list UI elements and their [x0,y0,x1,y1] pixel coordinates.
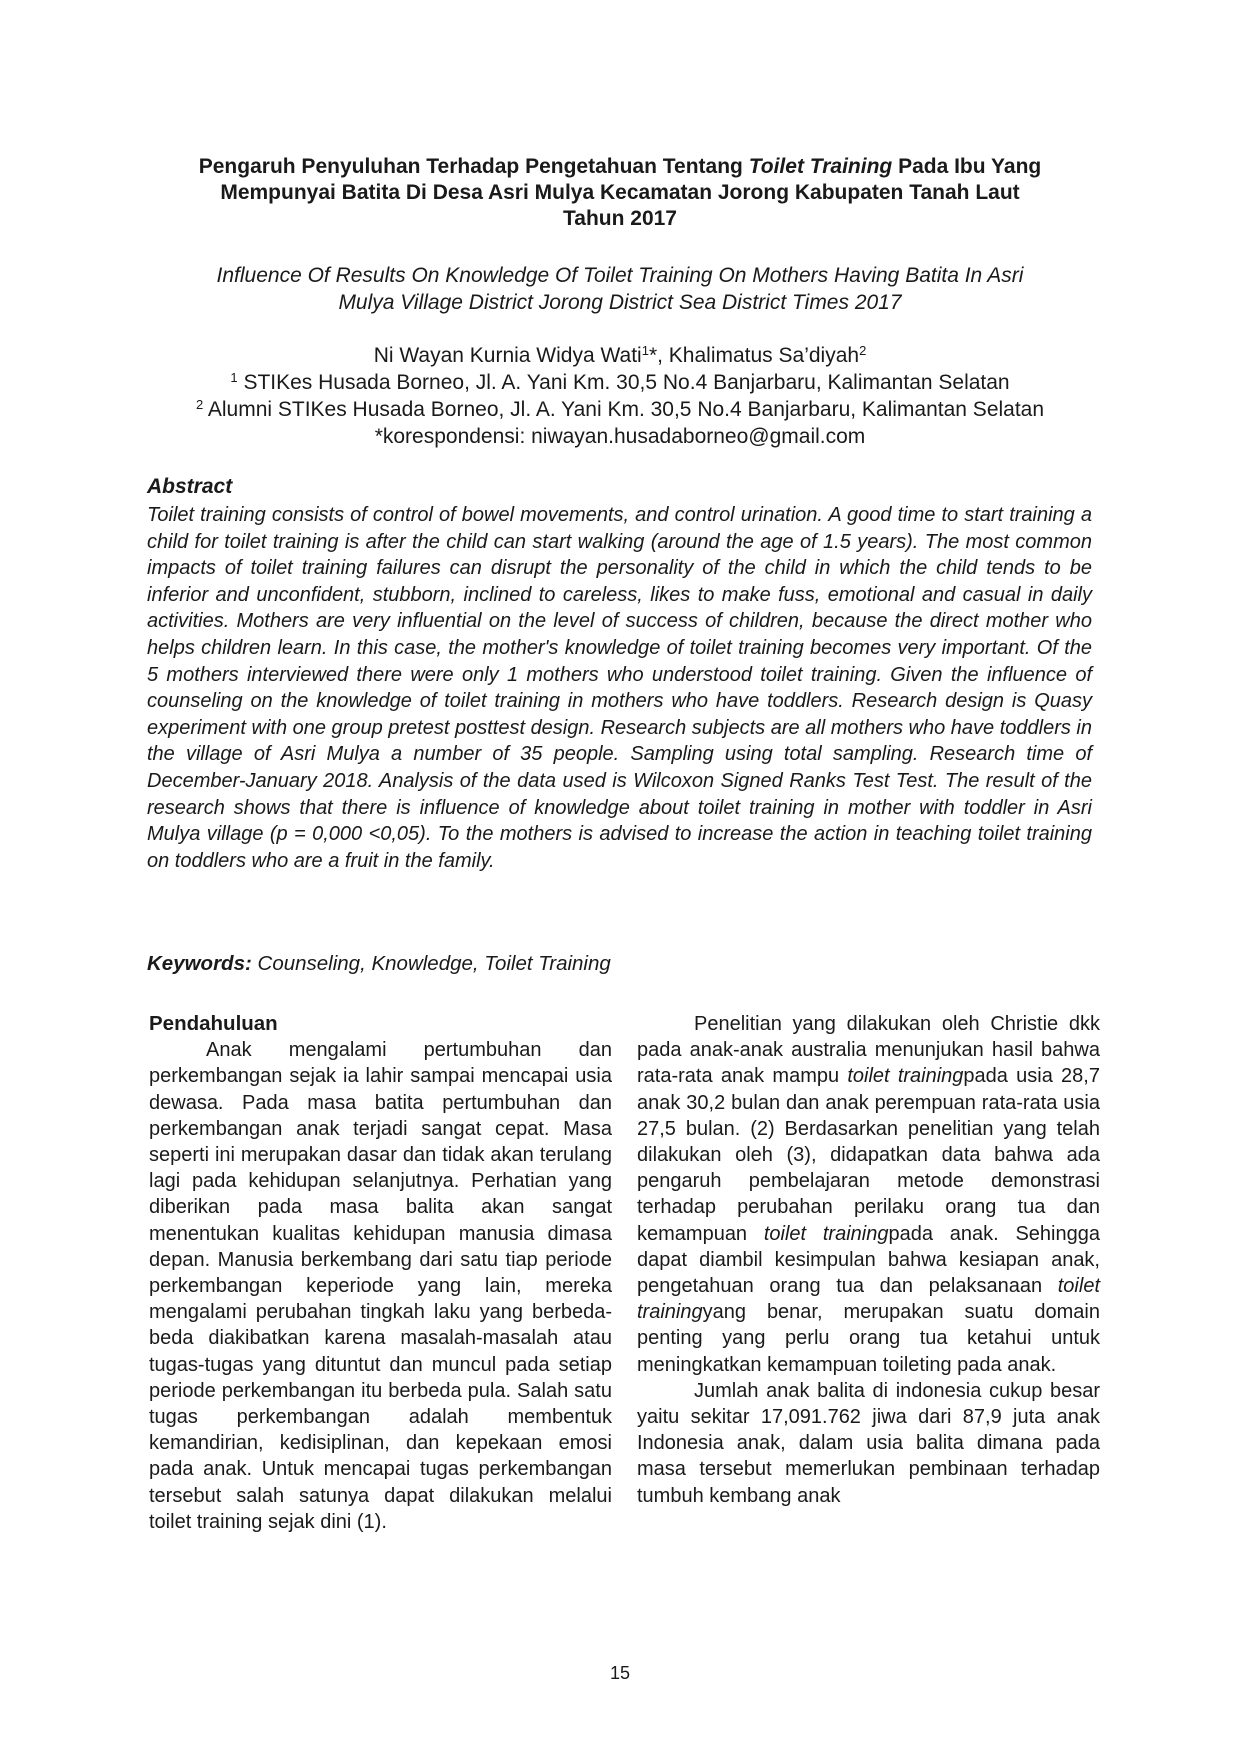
author-names: Ni Wayan Kurnia Widya Wati$^1$*, Khalimatus Sa’diyah$^2$ [373,343,867,367]
keywords-label: Keywords: [147,952,252,975]
keywords-text: Counseling, Knowledge, Toilet Training [251,952,611,975]
author-block [140,342,1100,450]
intro-paragraph-1: Anak mengalami pertumbuhan dan perkembangan sejak ia lahir sampai mencapai usia dewasa. Pada masa batita pertumbuhan dan perkembangan anak terjadi sangat cepat. Masa seperti ini merupakan dasar dan tidak akan terulang lagi pada kehidupan selanjutnya. Perhatian yang diberikan pada masa balita akan sangat menentukan kualitas kehidupan manusia dimasa depan. Manusia berkembang dari satu tiap periode perkembangan keperiode yang lain, mereka mengalami perubahan tingkah laku yang berbeda-beda diakibatkan karena masalah-masalah atau tugas-tugas yang dituntut dan muncul pada setiap periode perkembangan itu berbeda pula. Salah satu tugas perkembangan adalah membentuk kemandirian, kedisiplinan, dan kepekaan emosi pada anak. Untuk mencapai tugas perkembangan tersebut salah satunya dapat dilakukan melalui toilet training sejak dini (1). [149,1039,612,1533]
left-column [149,1011,612,1535]
abstract-heading: Abstract [147,475,233,498]
section-heading-pendahuluan: Pendahuluan [149,1012,278,1035]
title-line-2: Mempunyai Batita Di Desa Asri Mulya Kecamatan Jorong Kabupaten Tanah Laut [220,181,1020,204]
affiliation-2: $^2$ Alumni STIKes Husada Borneo, Jl. A. Yani Km. 30,5 No.4 Banjarbaru, Kalimantan Selatan [195,397,1045,421]
abstract-text: Toilet training consists of control of bowel movements, and control urination. A good time to start training a child for toilet training is after the child can start walking (around the age of 1.5 years). The most common impacts of toilet training failures can disrupt the personality of the child in which the child tends to be inferior and unconfident, stubborn, inclined to careless, likes to make fuss, emotional and casual in daily activities. Mothers are very influential on the level of success of children, because the direct mother who helps children learn. In this case, the mother's knowledge of toilet training becomes very important. Of the 5 mothers interviewed there were only 1 mothers who understood toilet training. Given the influence of counseling on the knowledge of toilet training in mothers who have toddlers. Research design is Quasy experiment with one group pretest posttest design. Research subjects are all mothers who have toddlers in the village of Asri Mulya a number of 35 people. Sampling using total sampling. Research time of December-January 2018. Analysis of the data used is Wilcoxon Signed Ranks Test Test. The result of the research shows that there is influence of knowledge about toilet training in mother with toddler in Asri Mulya village (p = 0,000 <0,05). To the mothers is advised to increase the action in teaching toilet training on toddlers who are a fruit in the family. [147,504,1092,872]
correspondence-email: *korespondensi: niwayan.husadaborneo@gmail.com [374,425,866,448]
intro-paragraph-3: Jumlah anak balita di indonesia cukup besar yaitu sekitar 17,091.762 jiwa dari 87,9 juta anak Indonesia anak, dalam usia balita dimana pada masa tersebut memerlukan pembinaan terhadap tumbuh kembang anak [637,1379,1100,1507]
title-line-3: Tahun 2017 [563,207,677,230]
affiliation-1: $^1$ STIKes Husada Borneo, Jl. A. Yani Km. 30,5 No.4 Banjarbaru, Kalimantan Selatan [230,370,1010,394]
english-title-line-1: Influence Of Results On Knowledge Of Toilet Training On Mothers Having Batita In Asri [216,264,1024,287]
paper-title [140,154,1100,232]
intro-paragraph-2: Penelitian yang dilakukan oleh Christie dkk pada anak-anak australia menunjukan hasil bahwa rata-rata anak mampu toilet trainingpada usia 28,7 anak 30,2 bulan dan anak perempuan rata-rata usia 27,5 bulan. (2) Berdasarkan penelitian yang telah dilakukan oleh (3), didapatkan data bahwa ada pengaruh pembelajaran metode demonstrasi terhadap perubahan perilaku orang tua dan kemampuan toilet trainingpada anak. Sehingga dapat diambil kesimpulan bahwa kesiapan anak, pengetahuan orang tua dan pelaksanaan toilet trainingyang benar, merupakan suatu domain penting yang perlu orang tua ketahui untuk meningkatkan kemampuan toileting pada anak. [637,1013,1100,1376]
title-italic-term: Toilet Training [748,155,893,178]
keywords-line [147,952,611,976]
title-line-1: Pengaruh Penyuluhan Terhadap Pengetahuan Tentang Toilet Training Pada Ibu Yang [198,155,1042,178]
page-number: 15 [609,1663,631,1683]
right-column [637,1011,1100,1509]
english-title-line-2: Mulya Village District Jorong District Sea District Times 2017 [338,291,902,314]
english-title [140,262,1100,316]
